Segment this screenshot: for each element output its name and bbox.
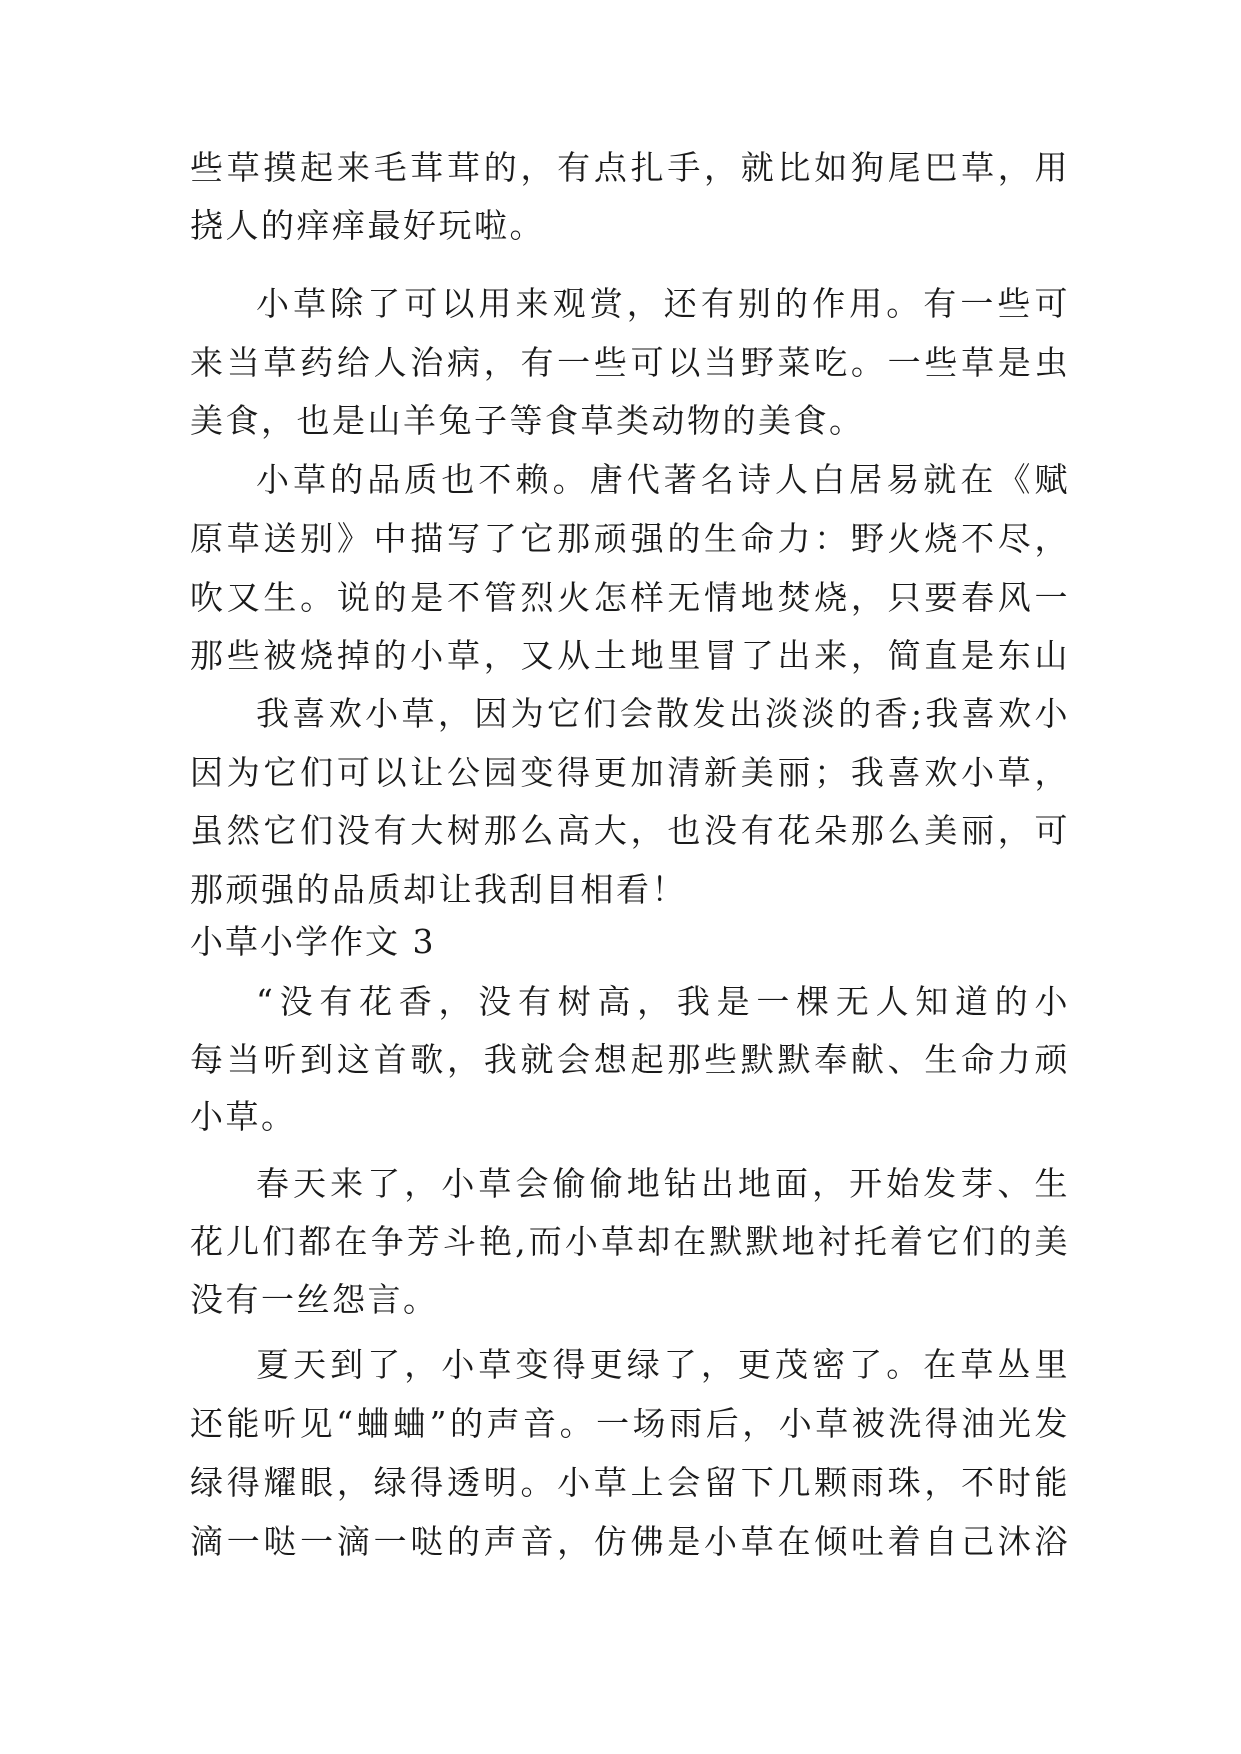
text-line: 花儿们都在争芳斗艳,而小草却在默默地衬托着它们的美 bbox=[190, 1222, 1070, 1261]
text-line: 因为它们可以让公园变得更加清新美丽；我喜欢小草， bbox=[190, 753, 1070, 792]
text-line: 些草摸起来毛茸茸的，有点扎手，就比如狗尾巴草，用 bbox=[190, 148, 1070, 187]
text-line: 美食，也是山羊兔子等食草类动物的美食。 bbox=[190, 401, 865, 440]
section-heading: 小草小学作文 3 bbox=[190, 922, 436, 961]
text-line: 小草。 bbox=[190, 1097, 297, 1136]
text-line: “没有花香，没有树高，我是一棵无人知道的小 bbox=[256, 982, 1070, 1021]
text-line: 春天来了，小草会偷偷地钻出地面，开始发芽、生 bbox=[256, 1164, 1070, 1203]
text-line: 挠人的痒痒最好玩啦。 bbox=[190, 206, 545, 245]
text-line: 我喜欢小草，因为它们会散发出淡淡的香;我喜欢小 bbox=[256, 694, 1070, 733]
text-line: 没有一丝怨言。 bbox=[190, 1280, 439, 1319]
text-line: 每当听到这首歌，我就会想起那些默默奉献、生命力顽 bbox=[190, 1040, 1070, 1079]
text-line: 虽然它们没有大树那么高大，也没有花朵那么美丽，可 bbox=[190, 811, 1070, 850]
text-line: 小草除了可以用来观赏，还有别的作用。有一些可 bbox=[256, 284, 1070, 323]
text-line: 那顽强的品质却让我刮目相看！ bbox=[190, 870, 687, 909]
text-line: 小草的品质也不赖。唐代著名诗人白居易就在《赋 bbox=[256, 460, 1070, 499]
text-line: 绿得耀眼，绿得透明。小草上会留下几颗雨珠，不时能 bbox=[190, 1463, 1070, 1502]
text-line: 夏天到了，小草变得更绿了，更茂密了。在草丛里 bbox=[256, 1345, 1070, 1384]
text-line: 那些被烧掉的小草，又从土地里冒了出来，简直是东山 bbox=[190, 636, 1070, 675]
text-line: 还能听见“蛐蛐”的声音。一场雨后，小草被洗得油光发 bbox=[190, 1404, 1070, 1443]
text-line: 原草送别》中描写了它那顽强的生命力：野火烧不尽， bbox=[190, 519, 1070, 558]
text-line: 吹又生。说的是不管烈火怎样无情地焚烧，只要春风一 bbox=[190, 578, 1070, 617]
text-line: 滴一哒一滴一哒的声音，仿佛是小草在倾吐着自己沐浴 bbox=[190, 1522, 1070, 1561]
text-line: 来当草药给人治病，有一些可以当野菜吃。一些草是虫 bbox=[190, 343, 1070, 382]
